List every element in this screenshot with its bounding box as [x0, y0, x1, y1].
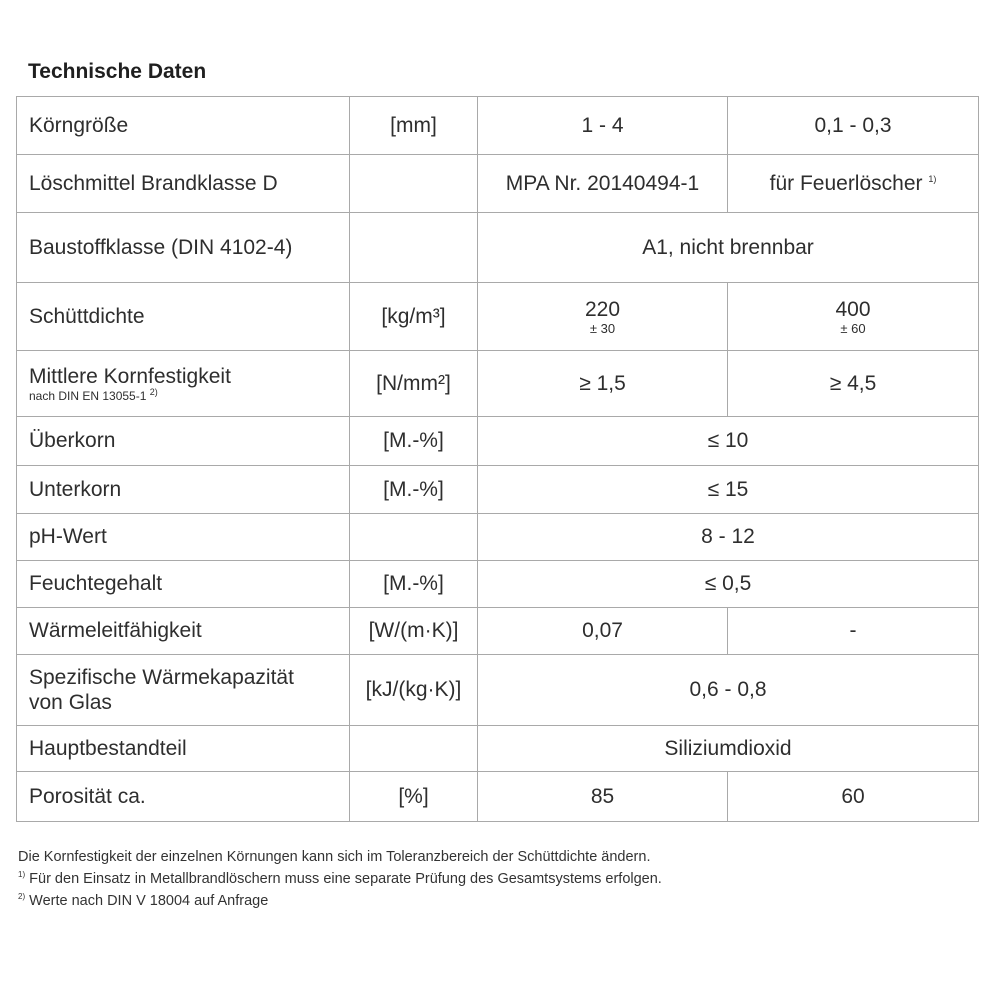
- row-unit: [M.-%]: [350, 561, 478, 608]
- table-row: [17, 608, 979, 655]
- row-value-2-text: für Feuerlöscher: [769, 171, 923, 195]
- footnotes: [18, 846, 662, 912]
- row-label-line-1: Spezifische Wärmekapazität: [29, 665, 294, 689]
- row-value-merged: 8 - 12: [478, 514, 979, 561]
- footnote-2: [18, 890, 662, 912]
- row-value-2: ≥ 4,5: [728, 351, 979, 417]
- table-row: [17, 772, 979, 822]
- row-label: Wärmeleitfähigkeit: [17, 608, 350, 655]
- row-label-sub-text: nach DIN EN 13055-1: [29, 388, 147, 403]
- row-label: Baustoffklasse (DIN 4102-4): [17, 213, 350, 283]
- row-value-merged: Siliziumdioxid: [478, 726, 979, 772]
- technical-data-table: [16, 96, 979, 822]
- row-value-1: 0,07: [478, 608, 728, 655]
- row-value-1-tolerance: ± 30: [589, 320, 616, 336]
- table-row: [17, 514, 979, 561]
- row-label-main: Mittlere Kornfestigkeit: [29, 365, 231, 389]
- table-row: [17, 561, 979, 608]
- footnote-1-text: Für den Einsatz in Metallbrandlöschern muss eine separate Prüfung des Gesamtsystems erfolgen.: [29, 871, 662, 887]
- row-label: Überkorn: [17, 417, 350, 466]
- row-unit: [kg/m³]: [350, 283, 478, 351]
- row-value-merged: A1, nicht brennbar: [478, 213, 979, 283]
- row-value-2: 60: [728, 772, 979, 822]
- footnote-2-marker: 2): [18, 892, 26, 902]
- footnote-marker: 1): [928, 173, 937, 184]
- row-label: Porosität ca.: [17, 772, 350, 822]
- row-unit: [mm]: [350, 97, 478, 155]
- row-label: Feuchtegehalt: [17, 561, 350, 608]
- row-value-1: MPA Nr. 20140494-1: [478, 155, 728, 213]
- row-value-1: ≥ 1,5: [478, 351, 728, 417]
- table-row: [17, 97, 979, 155]
- row-label: pH-Wert: [17, 514, 350, 561]
- row-value-1-main: 220: [584, 297, 621, 321]
- row-unit: [350, 213, 478, 283]
- row-value-merged: ≤ 15: [478, 466, 979, 514]
- row-label: Hauptbestandteil: [17, 726, 350, 772]
- row-label-sub: [29, 386, 337, 403]
- row-label: Löschmittel Brandklasse D: [17, 155, 350, 213]
- footnote-1: [18, 868, 662, 890]
- row-label: [17, 655, 350, 726]
- table-row: [17, 351, 979, 417]
- row-value-2-tolerance: ± 60: [840, 320, 866, 336]
- footnote-2-text: Werte nach DIN V 18004 auf Anfrage: [29, 893, 269, 909]
- row-value-merged: ≤ 10: [478, 417, 979, 466]
- row-unit: [kJ/(kg·K)]: [350, 655, 478, 726]
- table-row: [17, 155, 979, 213]
- table-row: [17, 417, 979, 466]
- table-row: [17, 213, 979, 283]
- row-label: Unterkorn: [17, 466, 350, 514]
- row-label: [17, 351, 350, 417]
- row-unit: [350, 726, 478, 772]
- table-row: [17, 726, 979, 772]
- row-label: Körngröße: [17, 97, 350, 155]
- row-unit: [350, 514, 478, 561]
- row-value-merged: ≤ 0,5: [478, 561, 979, 608]
- row-label-line-2: von Glas: [29, 691, 112, 714]
- row-value-2: -: [728, 608, 979, 655]
- row-value-1: 85: [478, 772, 728, 822]
- row-label: Schüttdichte: [17, 283, 350, 351]
- row-value-2-main: 400: [835, 297, 871, 321]
- row-unit: [N/mm²]: [350, 351, 478, 417]
- row-value-1: 1 - 4: [478, 97, 728, 155]
- row-unit: [M.-%]: [350, 466, 478, 514]
- row-value-2: [728, 155, 979, 213]
- row-value-2: 0,1 - 0,3: [728, 97, 979, 155]
- row-unit: [M.-%]: [350, 417, 478, 466]
- table-row: [17, 283, 979, 351]
- page-title: Technische Daten: [28, 60, 207, 83]
- row-value-1: [478, 283, 728, 351]
- row-unit: [%]: [350, 772, 478, 822]
- footnote-marker: 2): [149, 386, 158, 397]
- table-row: [17, 466, 979, 514]
- row-unit: [W/(m·K)]: [350, 608, 478, 655]
- footnote-1-marker: 1): [18, 870, 26, 880]
- table-row: [17, 655, 979, 726]
- row-value-2: [728, 283, 979, 351]
- row-unit: [350, 155, 478, 213]
- row-value-merged: 0,6 - 0,8: [478, 655, 979, 726]
- footnote-general: Die Kornfestigkeit der einzelnen Körnungen kann sich im Toleranzbereich der Schüttdichte ändern.: [18, 849, 651, 865]
